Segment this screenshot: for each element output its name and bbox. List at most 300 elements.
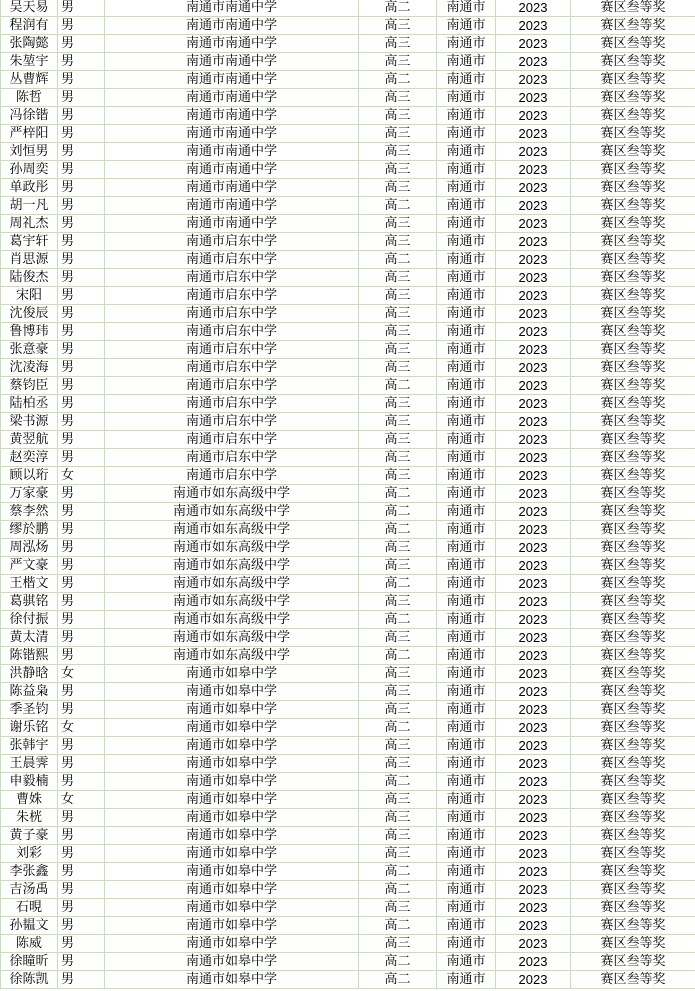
- student-name-cell: 孙韫文: [1, 917, 58, 935]
- student-name-cell: 严梓阳: [1, 125, 58, 143]
- student-name-cell: 陈锴熙: [1, 647, 58, 665]
- grade-cell: 高三: [359, 323, 437, 341]
- grade-cell: 高二: [359, 881, 437, 899]
- school-cell: 南通市如皋中学: [105, 971, 359, 989]
- table-row: [1, 863, 695, 881]
- grade-cell: 高三: [359, 125, 437, 143]
- table-row: [1, 629, 695, 647]
- school-cell: 南通市如东高级中学: [105, 485, 359, 503]
- award-cell: 赛区叁等奖: [571, 935, 695, 953]
- gender-cell: 女: [58, 467, 105, 485]
- year-cell: 2023: [496, 935, 571, 953]
- year-cell: 2023: [496, 233, 571, 251]
- table-row: [1, 737, 695, 755]
- school-cell: 南通市南通中学: [105, 161, 359, 179]
- city-cell: 南通市: [437, 503, 496, 521]
- table-row: [1, 773, 695, 791]
- table-row: [1, 593, 695, 611]
- grade-cell: 高三: [359, 341, 437, 359]
- award-cell: 赛区叁等奖: [571, 17, 695, 35]
- table-row: [1, 377, 695, 395]
- award-cell: 赛区叁等奖: [571, 881, 695, 899]
- city-cell: 南通市: [437, 395, 496, 413]
- award-cell: 赛区叁等奖: [571, 791, 695, 809]
- grade-cell: 高三: [359, 809, 437, 827]
- year-cell: 2023: [496, 323, 571, 341]
- student-name-cell: 张韩宇: [1, 737, 58, 755]
- grade-cell: 高二: [359, 611, 437, 629]
- grade-cell: 高三: [359, 413, 437, 431]
- student-name-cell: 陈哲: [1, 89, 58, 107]
- gender-cell: 男: [58, 161, 105, 179]
- student-name-cell: 徐陈凯: [1, 971, 58, 989]
- table-row: [1, 215, 695, 233]
- award-cell: 赛区叁等奖: [571, 287, 695, 305]
- city-cell: 南通市: [437, 791, 496, 809]
- city-cell: 南通市: [437, 485, 496, 503]
- table-row: [1, 161, 695, 179]
- gender-cell: 男: [58, 683, 105, 701]
- school-cell: 南通市如皋中学: [105, 863, 359, 881]
- school-cell: 南通市南通中学: [105, 53, 359, 71]
- school-cell: 南通市如皋中学: [105, 827, 359, 845]
- gender-cell: 男: [58, 305, 105, 323]
- table-row: [1, 359, 695, 377]
- table-row: [1, 683, 695, 701]
- student-name-cell: 刘恒男: [1, 143, 58, 161]
- table-row: [1, 575, 695, 593]
- student-name-cell: 蔡钧臣: [1, 377, 58, 395]
- table-row: [1, 899, 695, 917]
- year-cell: 2023: [496, 503, 571, 521]
- student-name-cell: 谢乐铭: [1, 719, 58, 737]
- table-row: [1, 251, 695, 269]
- school-cell: 南通市如皋中学: [105, 953, 359, 971]
- school-cell: 南通市南通中学: [105, 107, 359, 125]
- city-cell: 南通市: [437, 773, 496, 791]
- year-cell: 2023: [496, 287, 571, 305]
- gender-cell: 女: [58, 665, 105, 683]
- school-cell: 南通市启东中学: [105, 431, 359, 449]
- table-row: [1, 269, 695, 287]
- school-cell: 南通市启东中学: [105, 269, 359, 287]
- city-cell: 南通市: [437, 809, 496, 827]
- table-row: [1, 0, 695, 17]
- year-cell: 2023: [496, 143, 571, 161]
- gender-cell: 男: [58, 323, 105, 341]
- city-cell: 南通市: [437, 881, 496, 899]
- school-cell: 南通市如东高级中学: [105, 593, 359, 611]
- table-row: [1, 431, 695, 449]
- grade-cell: 高二: [359, 71, 437, 89]
- student-name-cell: 顾以珩: [1, 467, 58, 485]
- gender-cell: 男: [58, 863, 105, 881]
- grade-cell: 高三: [359, 899, 437, 917]
- grade-cell: 高三: [359, 845, 437, 863]
- gender-cell: 女: [58, 791, 105, 809]
- gender-cell: 男: [58, 593, 105, 611]
- grade-cell: 高三: [359, 395, 437, 413]
- city-cell: 南通市: [437, 863, 496, 881]
- student-name-cell: 黄子豪: [1, 827, 58, 845]
- school-cell: 南通市如皋中学: [105, 881, 359, 899]
- school-cell: 南通市如东高级中学: [105, 611, 359, 629]
- gender-cell: 男: [58, 539, 105, 557]
- table-row: [1, 917, 695, 935]
- student-name-cell: 赵奕淳: [1, 449, 58, 467]
- award-cell: 赛区叁等奖: [571, 251, 695, 269]
- school-cell: 南通市如东高级中学: [105, 521, 359, 539]
- year-cell: 2023: [496, 377, 571, 395]
- city-cell: 南通市: [437, 107, 496, 125]
- award-cell: 赛区叁等奖: [571, 629, 695, 647]
- gender-cell: 男: [58, 503, 105, 521]
- award-cell: 赛区叁等奖: [571, 701, 695, 719]
- city-cell: 南通市: [437, 665, 496, 683]
- school-cell: 南通市如东高级中学: [105, 629, 359, 647]
- city-cell: 南通市: [437, 143, 496, 161]
- school-cell: 南通市南通中学: [105, 143, 359, 161]
- year-cell: 2023: [496, 557, 571, 575]
- award-cell: 赛区叁等奖: [571, 53, 695, 71]
- award-cell: 赛区叁等奖: [571, 395, 695, 413]
- year-cell: 2023: [496, 809, 571, 827]
- school-cell: 南通市如皋中学: [105, 935, 359, 953]
- school-cell: 南通市南通中学: [105, 197, 359, 215]
- gender-cell: 男: [58, 53, 105, 71]
- city-cell: 南通市: [437, 179, 496, 197]
- gender-cell: 男: [58, 557, 105, 575]
- gender-cell: 男: [58, 845, 105, 863]
- city-cell: 南通市: [437, 431, 496, 449]
- gender-cell: 男: [58, 89, 105, 107]
- student-name-cell: 缪於鹏: [1, 521, 58, 539]
- table-row: [1, 935, 695, 953]
- grade-cell: 高三: [359, 431, 437, 449]
- grade-cell: 高三: [359, 557, 437, 575]
- award-cell: 赛区叁等奖: [571, 575, 695, 593]
- student-name-cell: 申毅楠: [1, 773, 58, 791]
- award-cell: 赛区叁等奖: [571, 233, 695, 251]
- grade-cell: 高二: [359, 503, 437, 521]
- year-cell: 2023: [496, 719, 571, 737]
- gender-cell: 男: [58, 341, 105, 359]
- award-cell: 赛区叁等奖: [571, 125, 695, 143]
- year-cell: 2023: [496, 413, 571, 431]
- school-cell: 南通市启东中学: [105, 341, 359, 359]
- gender-cell: 男: [58, 215, 105, 233]
- school-cell: 南通市如东高级中学: [105, 503, 359, 521]
- gender-cell: 男: [58, 737, 105, 755]
- city-cell: 南通市: [437, 971, 496, 989]
- student-name-cell: 吴天易: [1, 0, 58, 17]
- grade-cell: 高三: [359, 17, 437, 35]
- table-row: [1, 791, 695, 809]
- gender-cell: 男: [58, 575, 105, 593]
- table-row: [1, 557, 695, 575]
- gender-cell: 男: [58, 197, 105, 215]
- year-cell: 2023: [496, 701, 571, 719]
- student-name-cell: 张陶懿: [1, 35, 58, 53]
- gender-cell: 男: [58, 755, 105, 773]
- table-row: [1, 449, 695, 467]
- table-row: [1, 845, 695, 863]
- gender-cell: 男: [58, 431, 105, 449]
- grade-cell: 高二: [359, 953, 437, 971]
- school-cell: 南通市如皋中学: [105, 701, 359, 719]
- year-cell: 2023: [496, 431, 571, 449]
- student-name-cell: 胡一凡: [1, 197, 58, 215]
- award-list-body: [1, 0, 695, 989]
- award-cell: 赛区叁等奖: [571, 593, 695, 611]
- school-cell: 南通市如皋中学: [105, 917, 359, 935]
- gender-cell: 女: [58, 719, 105, 737]
- gender-cell: 男: [58, 935, 105, 953]
- school-cell: 南通市如皋中学: [105, 809, 359, 827]
- gender-cell: 男: [58, 647, 105, 665]
- table-row: [1, 107, 695, 125]
- city-cell: 南通市: [437, 737, 496, 755]
- year-cell: 2023: [496, 827, 571, 845]
- school-cell: 南通市南通中学: [105, 71, 359, 89]
- school-cell: 南通市启东中学: [105, 287, 359, 305]
- student-name-cell: 黄太清: [1, 629, 58, 647]
- year-cell: 2023: [496, 665, 571, 683]
- grade-cell: 高二: [359, 0, 437, 17]
- grade-cell: 高三: [359, 179, 437, 197]
- award-cell: 赛区叁等奖: [571, 683, 695, 701]
- gender-cell: 男: [58, 287, 105, 305]
- student-name-cell: 梁书源: [1, 413, 58, 431]
- school-cell: 南通市南通中学: [105, 17, 359, 35]
- award-cell: 赛区叁等奖: [571, 485, 695, 503]
- award-cell: 赛区叁等奖: [571, 755, 695, 773]
- award-cell: 赛区叁等奖: [571, 161, 695, 179]
- grade-cell: 高三: [359, 287, 437, 305]
- grade-cell: 高三: [359, 233, 437, 251]
- gender-cell: 男: [58, 701, 105, 719]
- city-cell: 南通市: [437, 755, 496, 773]
- table-row: [1, 467, 695, 485]
- city-cell: 南通市: [437, 953, 496, 971]
- school-cell: 南通市如皋中学: [105, 683, 359, 701]
- award-cell: 赛区叁等奖: [571, 179, 695, 197]
- student-name-cell: 陈益枭: [1, 683, 58, 701]
- grade-cell: 高三: [359, 755, 437, 773]
- school-cell: 南通市如皋中学: [105, 719, 359, 737]
- city-cell: 南通市: [437, 557, 496, 575]
- award-cell: 赛区叁等奖: [571, 467, 695, 485]
- school-cell: 南通市启东中学: [105, 359, 359, 377]
- city-cell: 南通市: [437, 161, 496, 179]
- grade-cell: 高三: [359, 665, 437, 683]
- city-cell: 南通市: [437, 125, 496, 143]
- gender-cell: 男: [58, 35, 105, 53]
- grade-cell: 高三: [359, 737, 437, 755]
- award-cell: 赛区叁等奖: [571, 197, 695, 215]
- table-row: [1, 35, 695, 53]
- year-cell: 2023: [496, 449, 571, 467]
- gender-cell: 男: [58, 377, 105, 395]
- grade-cell: 高三: [359, 269, 437, 287]
- gender-cell: 男: [58, 17, 105, 35]
- gender-cell: 男: [58, 917, 105, 935]
- grade-cell: 高三: [359, 701, 437, 719]
- table-row: [1, 305, 695, 323]
- student-name-cell: 沈俊辰: [1, 305, 58, 323]
- school-cell: 南通市启东中学: [105, 413, 359, 431]
- award-cell: 赛区叁等奖: [571, 899, 695, 917]
- award-cell: 赛区叁等奖: [571, 863, 695, 881]
- school-cell: 南通市如皋中学: [105, 773, 359, 791]
- table-row: [1, 755, 695, 773]
- city-cell: 南通市: [437, 935, 496, 953]
- gender-cell: 男: [58, 881, 105, 899]
- grade-cell: 高三: [359, 935, 437, 953]
- gender-cell: 男: [58, 233, 105, 251]
- school-cell: 南通市如皋中学: [105, 755, 359, 773]
- year-cell: 2023: [496, 395, 571, 413]
- student-name-cell: 严文豪: [1, 557, 58, 575]
- gender-cell: 男: [58, 953, 105, 971]
- table-row: [1, 53, 695, 71]
- award-cell: 赛区叁等奖: [571, 431, 695, 449]
- city-cell: 南通市: [437, 701, 496, 719]
- table-row: [1, 197, 695, 215]
- grade-cell: 高二: [359, 773, 437, 791]
- table-row: [1, 971, 695, 989]
- year-cell: 2023: [496, 53, 571, 71]
- city-cell: 南通市: [437, 413, 496, 431]
- gender-cell: 男: [58, 971, 105, 989]
- school-cell: 南通市启东中学: [105, 449, 359, 467]
- student-name-cell: 徐瞳昕: [1, 953, 58, 971]
- gender-cell: 男: [58, 521, 105, 539]
- student-name-cell: 周泓炀: [1, 539, 58, 557]
- table-row: [1, 395, 695, 413]
- year-cell: 2023: [496, 971, 571, 989]
- city-cell: 南通市: [437, 575, 496, 593]
- table-row: [1, 71, 695, 89]
- student-name-cell: 王晨霁: [1, 755, 58, 773]
- table-row: [1, 701, 695, 719]
- city-cell: 南通市: [437, 17, 496, 35]
- gender-cell: 男: [58, 71, 105, 89]
- year-cell: 2023: [496, 917, 571, 935]
- city-cell: 南通市: [437, 629, 496, 647]
- award-cell: 赛区叁等奖: [571, 341, 695, 359]
- award-cell: 赛区叁等奖: [571, 269, 695, 287]
- award-cell: 赛区叁等奖: [571, 323, 695, 341]
- city-cell: 南通市: [437, 521, 496, 539]
- grade-cell: 高二: [359, 863, 437, 881]
- student-name-cell: 葛骐铭: [1, 593, 58, 611]
- year-cell: 2023: [496, 575, 571, 593]
- year-cell: 2023: [496, 215, 571, 233]
- table-row: [1, 485, 695, 503]
- table-row: [1, 17, 695, 35]
- city-cell: 南通市: [437, 683, 496, 701]
- grade-cell: 高三: [359, 683, 437, 701]
- city-cell: 南通市: [437, 305, 496, 323]
- school-cell: 南通市如东高级中学: [105, 557, 359, 575]
- year-cell: 2023: [496, 0, 571, 17]
- table-row: [1, 809, 695, 827]
- table-row: [1, 179, 695, 197]
- school-cell: 南通市如皋中学: [105, 845, 359, 863]
- student-name-cell: 陆柏丞: [1, 395, 58, 413]
- city-cell: 南通市: [437, 269, 496, 287]
- school-cell: 南通市南通中学: [105, 179, 359, 197]
- gender-cell: 男: [58, 629, 105, 647]
- table-row: [1, 665, 695, 683]
- student-name-cell: 沈凌海: [1, 359, 58, 377]
- student-name-cell: 石晛: [1, 899, 58, 917]
- year-cell: 2023: [496, 179, 571, 197]
- year-cell: 2023: [496, 107, 571, 125]
- grade-cell: 高三: [359, 629, 437, 647]
- student-name-cell: 宋阳: [1, 287, 58, 305]
- grade-cell: 高二: [359, 719, 437, 737]
- student-name-cell: 蔡李然: [1, 503, 58, 521]
- student-name-cell: 朱堃宇: [1, 53, 58, 71]
- city-cell: 南通市: [437, 377, 496, 395]
- gender-cell: 男: [58, 395, 105, 413]
- city-cell: 南通市: [437, 53, 496, 71]
- gender-cell: 男: [58, 449, 105, 467]
- school-cell: 南通市如皋中学: [105, 899, 359, 917]
- grade-cell: 高二: [359, 521, 437, 539]
- city-cell: 南通市: [437, 593, 496, 611]
- year-cell: 2023: [496, 251, 571, 269]
- table-row: [1, 503, 695, 521]
- table-row: [1, 413, 695, 431]
- school-cell: 南通市启东中学: [105, 395, 359, 413]
- award-cell: 赛区叁等奖: [571, 665, 695, 683]
- city-cell: 南通市: [437, 359, 496, 377]
- table-row: [1, 827, 695, 845]
- city-cell: 南通市: [437, 287, 496, 305]
- award-cell: 赛区叁等奖: [571, 35, 695, 53]
- year-cell: 2023: [496, 305, 571, 323]
- school-cell: 南通市如东高级中学: [105, 539, 359, 557]
- student-name-cell: 单政彤: [1, 179, 58, 197]
- student-name-cell: 曹姝: [1, 791, 58, 809]
- grade-cell: 高二: [359, 485, 437, 503]
- city-cell: 南通市: [437, 233, 496, 251]
- grade-cell: 高三: [359, 449, 437, 467]
- school-cell: 南通市启东中学: [105, 251, 359, 269]
- table-row: [1, 341, 695, 359]
- award-cell: 赛区叁等奖: [571, 449, 695, 467]
- student-name-cell: 黄翌航: [1, 431, 58, 449]
- gender-cell: 男: [58, 413, 105, 431]
- year-cell: 2023: [496, 269, 571, 287]
- table-row: [1, 647, 695, 665]
- student-name-cell: 鲁博玮: [1, 323, 58, 341]
- table-row: [1, 323, 695, 341]
- award-cell: 赛区叁等奖: [571, 557, 695, 575]
- award-cell: 赛区叁等奖: [571, 773, 695, 791]
- gender-cell: 男: [58, 773, 105, 791]
- year-cell: 2023: [496, 953, 571, 971]
- table-row: [1, 143, 695, 161]
- grade-cell: 高三: [359, 89, 437, 107]
- city-cell: 南通市: [437, 899, 496, 917]
- year-cell: 2023: [496, 71, 571, 89]
- city-cell: 南通市: [437, 611, 496, 629]
- year-cell: 2023: [496, 773, 571, 791]
